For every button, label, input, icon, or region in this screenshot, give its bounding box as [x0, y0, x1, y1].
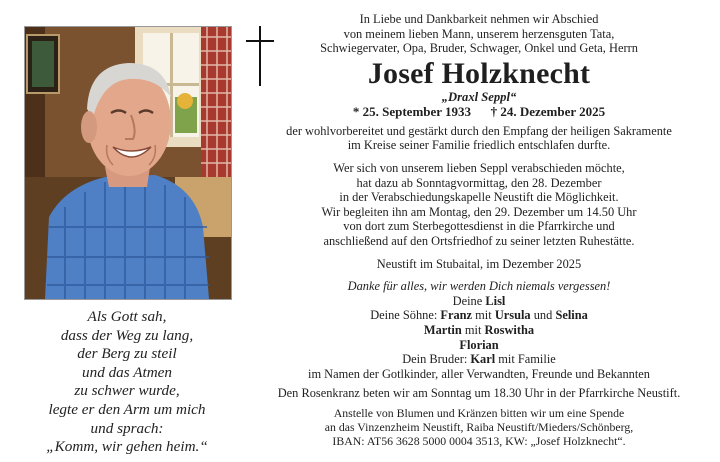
farewell-line: Wir begleiten ihn am Montag, den 29. Dezember um 14.50 Uhr [321, 204, 637, 219]
poem-line: Als Gott sah, [87, 308, 167, 325]
farewell-line: von dort zum Sterbegottesdienst in die Pfarrkirche und [343, 219, 615, 234]
donation-line: IBAN: AT56 3628 5000 0004 3513, KW: „Josef Holzknecht“. [332, 433, 626, 448]
rosary-line: Den Rosenkranz beten wir am Sonntag um 18.30 Uhr in der Pfarrkirche Neustift. [277, 386, 681, 401]
family-connector: mit [475, 308, 492, 323]
family-connector: mit [464, 322, 482, 337]
family-connector: und [533, 308, 553, 323]
family-member: Franz [440, 308, 473, 323]
family-member: Florian [459, 337, 499, 352]
family-prefix: Deine Söhne: [370, 308, 438, 323]
place-date: Neustift im Stubaital, im Dezember 2025 [376, 256, 582, 271]
thanks-line: Danke für alles, wir werden Dich niemals vergessen! [347, 279, 611, 294]
poem-line: und das Atmen [82, 363, 172, 381]
donation-line: Anstelle von Blumen und Kränzen bitten wir um eine Spende [333, 405, 625, 420]
intro-line: von meinem lieben Mann, unserem herzensguten Tata, [343, 26, 615, 41]
death-date: † 24. Dezember 2025 [490, 103, 606, 119]
family-member: Martin [423, 322, 462, 337]
family-brother [244, 352, 714, 367]
family-prefix: Dein Bruder: [402, 352, 468, 367]
passing-line: im Kreise seiner Familie friedlich entschlafen durfte. [347, 138, 611, 153]
poem-line: der Berg zu steil [77, 345, 177, 363]
poem-line: „Komm, wir gehen heim.“ [46, 438, 208, 456]
family-member: Karl [470, 352, 496, 367]
family-prefix: Deine [452, 293, 483, 308]
family-son2 [244, 323, 714, 338]
family-son3 [244, 338, 714, 353]
life-dates [244, 104, 714, 119]
family-member: Ursula [494, 308, 531, 323]
family-others: im Namen der Gotlkinder, aller Verwandten, Freunde und Bekannten [308, 366, 650, 381]
notice-text [244, 12, 714, 448]
farewell-line: in der Verabschiedungskapelle Neustift die Möglichkeit. [339, 190, 619, 205]
family-member: Selina [555, 308, 588, 323]
family-member: Lisl [485, 293, 506, 308]
poem-line: zu schwer wurde, [74, 382, 180, 400]
poem-line: und sprach: [90, 419, 164, 437]
donation-line: an das Vinzenzheim Neustift, Raiba Neustift/Mieders/Schönberg, [324, 419, 634, 434]
intro-line: In Liebe und Dankbarkeit nehmen wir Abschied [359, 12, 599, 26]
family-wife [244, 294, 714, 309]
birth-date: * 25. September 1933 [352, 103, 472, 119]
poem-line: dass der Weg zu lang, [60, 326, 194, 344]
farewell-line: anschließend auf den Ortsfriedhof zu seiner letzten Ruhestätte. [323, 233, 635, 248]
farewell-line: hat dazu ab Sonntagvormittag, den 28. Dezember [356, 175, 602, 190]
memorial-poem [24, 308, 230, 457]
deceased-name: Josef Holzknecht [367, 56, 591, 90]
passing-line: der wohlvorbereitet und gestärkt durch den Empfang der heiligen Sakramente [286, 123, 672, 138]
family-member: Roswitha [484, 322, 535, 337]
poem-line: legte er den Arm um mich [48, 400, 206, 418]
farewell-line: Wer sich von unserem lieben Seppl verabschieden möchte, [333, 160, 625, 175]
nickname: „Draxl Seppl“ [441, 89, 517, 104]
family-connector: mit Familie [498, 352, 556, 367]
family-sons [244, 308, 714, 323]
portrait-photo [24, 26, 232, 300]
intro-line: Schwiegervater, Opa, Bruder, Schwager, Onkel und Geta, Herrn [320, 41, 638, 56]
